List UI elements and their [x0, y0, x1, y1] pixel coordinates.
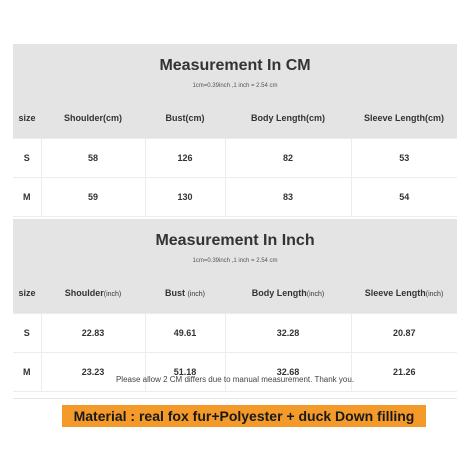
body-length-cell: 83	[225, 178, 351, 217]
sleeve-length-cell: 54	[351, 178, 457, 217]
column-header-bust: Bust (inch)	[145, 273, 225, 314]
cm-table-header-row	[13, 98, 457, 139]
cm-table-title: Measurement In CM	[159, 57, 311, 74]
size-cell: S	[13, 314, 41, 353]
column-header-sleeve-length: Sleeve Length(inch)	[351, 273, 457, 314]
shoulder-cell: 23.23	[41, 353, 145, 392]
table-row	[13, 353, 457, 392]
bust-cell: 51.18	[145, 353, 225, 392]
shoulder-cell: 59	[41, 178, 145, 217]
size-cell: M	[13, 353, 41, 392]
cm-table-subtitle: 1cm=0.39inch ,1 inch = 2.54 cm	[192, 83, 278, 89]
bust-cell: 130	[145, 178, 225, 217]
cm-table-title-cell	[13, 44, 457, 98]
size-cell: M	[13, 178, 41, 217]
column-header-shoulder: Shoulder(inch)	[41, 273, 145, 314]
size-chart	[13, 44, 457, 392]
inch-table-subtitle: 1cm=0.39inch ,1 inch = 2.54 cm	[192, 258, 278, 264]
cm-measurement-table	[13, 44, 457, 217]
column-header-body-length: Body Length(cm)	[225, 98, 351, 139]
column-header-sleeve-length: Sleeve Length(cm)	[351, 98, 457, 139]
body-length-cell: 32.68	[225, 353, 351, 392]
bust-cell: 49.61	[145, 314, 225, 353]
column-header-shoulder: Shoulder(cm)	[41, 98, 145, 139]
table-row	[13, 139, 457, 178]
inch-table-title-cell	[13, 219, 457, 273]
table-row	[13, 178, 457, 217]
sleeve-length-cell: 53	[351, 139, 457, 178]
inch-measurement-table	[13, 219, 457, 392]
sleeve-length-cell: 21.26	[351, 353, 457, 392]
sleeve-length-cell: 20.87	[351, 314, 457, 353]
column-header-body-length: Body Length(inch)	[225, 273, 351, 314]
shoulder-cell: 58	[41, 139, 145, 178]
table-row	[13, 314, 457, 353]
size-cell: S	[13, 139, 41, 178]
column-header-size: size	[13, 273, 41, 314]
inch-table-title: Measurement In Inch	[155, 232, 315, 249]
body-length-cell: 82	[225, 139, 351, 178]
body-length-cell: 32.28	[225, 314, 351, 353]
bust-cell: 126	[145, 139, 225, 178]
measurement-note: Please allow 2 CM differs due to manual measurement. Thank you.	[115, 375, 355, 384]
inch-table-header-row	[13, 273, 457, 314]
shoulder-cell: 22.83	[41, 314, 145, 353]
divider	[13, 398, 457, 399]
column-header-size: size	[13, 98, 41, 139]
material-banner: Material : real fox fur+Polyester + duck Down filling	[62, 405, 426, 427]
column-header-bust: Bust(cm)	[145, 98, 225, 139]
